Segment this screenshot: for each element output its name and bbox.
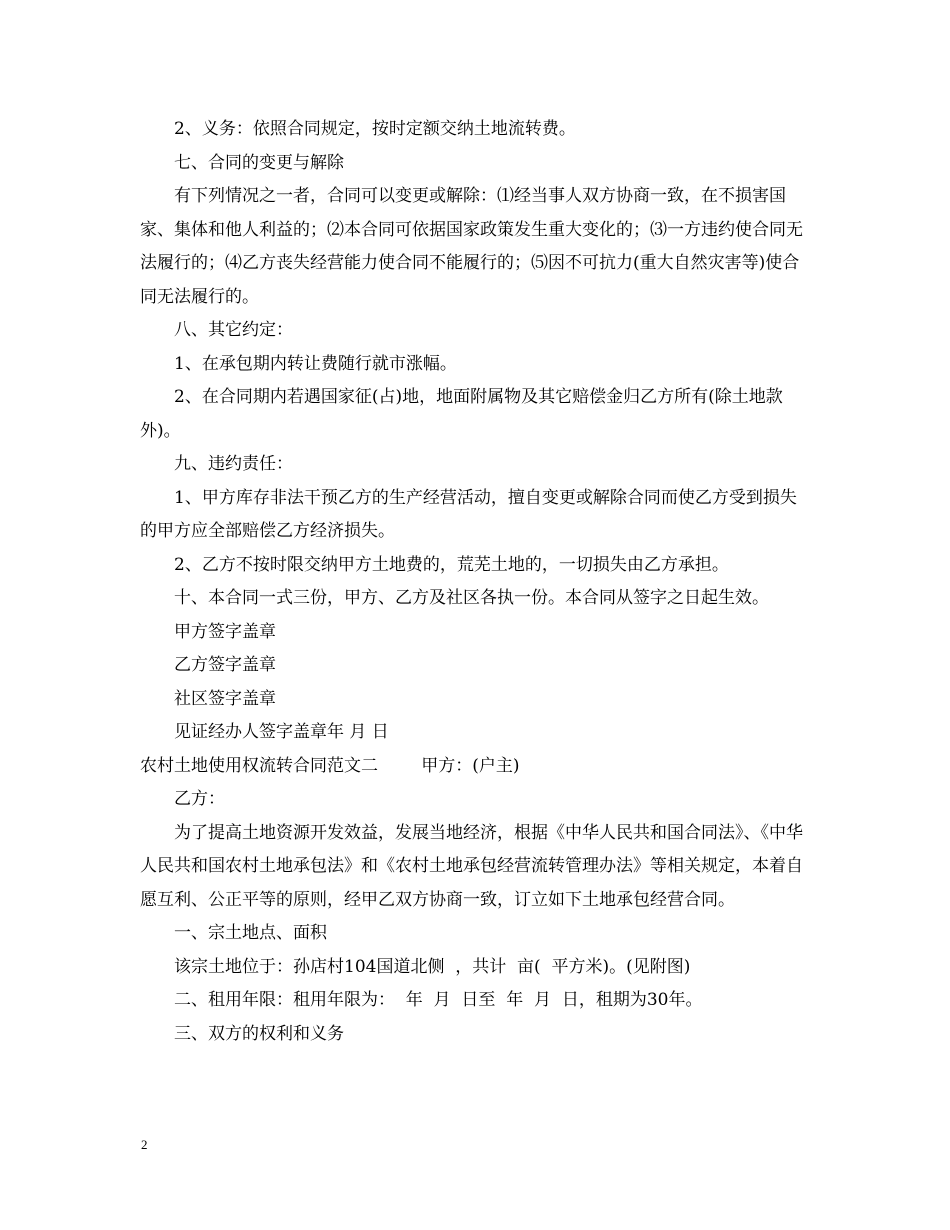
signature-line-community: 社区签字盖章 [174,688,276,709]
paragraph: 有下列情况之一者，合同可以变更或解除：⑴经当事人双方协商一致，在不损害国家、集体和他人利益的；⑵本合同可依据国家政策发生重大变化的；⑶一方违约使合同无法履行的；⑷乙方丧失经营能力使合同不能履行的；⑸因不可抗力(重大自然灾害等)使合同无法履行的。 [140,186,803,307]
section-heading: 七、合同的变更与解除 [174,152,344,173]
document-body [140,113,812,1051]
signature-line-party-a: 甲方签字盖章 [174,621,276,642]
page-number: 2 [141,1137,148,1152]
section-heading: 三、双方的权利和义务 [174,1023,344,1044]
party-b-line: 乙方： [174,789,225,809]
paragraph: 该宗土地位于：孙店村104国道北侧 ，共计 亩( 平方米)。(见附图) [174,956,691,977]
paragraph: 十、本合同一式三份，甲方、乙方及社区各执一份。本合同从签字之日起生效。 [174,588,769,608]
paragraph: 2、乙方不按时限交纳甲方土地费的，荒芜土地的，一切损失由乙方承担。 [174,554,729,575]
section-heading: 八、其它约定： [174,320,293,340]
signature-line-witness: 见证经办人签字盖章年 月 日 [174,722,389,742]
paragraph: 2、义务：依照合同规定，按时定额交纳土地流转费。 [174,119,576,139]
section-heading: 九、违约责任： [174,454,293,474]
paragraph: 为了提高土地资源开发效益，发展当地经济，根据《中华人民共和国合同法》、《中华人民共和国农村土地承包法》和《农村土地承包经营流转管理办法》等相关规定，本着自愿互利、公正平等的原则，经甲乙双方协商一致，订立如下土地承包经营合同。 [140,822,803,910]
signature-line-party-b: 乙方签字盖章 [174,655,276,675]
paragraph: 1、在承包期内转让费随行就市涨幅。 [174,353,457,374]
section-heading: 一、宗土地点、面积 [174,923,327,943]
paragraph: 1、甲方库存非法干预乙方的生产经营活动，擅自变更或解除合同而使乙方受到损失的甲方应全部赔偿乙方经济损失。 [140,487,797,541]
paragraph: 2、在合同期内若遇国家征(占)地，地面附属物及其它赔偿金归乙方所有(除土地款外)。 [140,387,783,441]
contract-title: 农村土地使用权流转合同范文二 甲方：(户主) [140,755,520,776]
paragraph: 二、租用年限：租用年限为： 年 月 日至 年 月 日，租期为30年。 [174,990,703,1010]
